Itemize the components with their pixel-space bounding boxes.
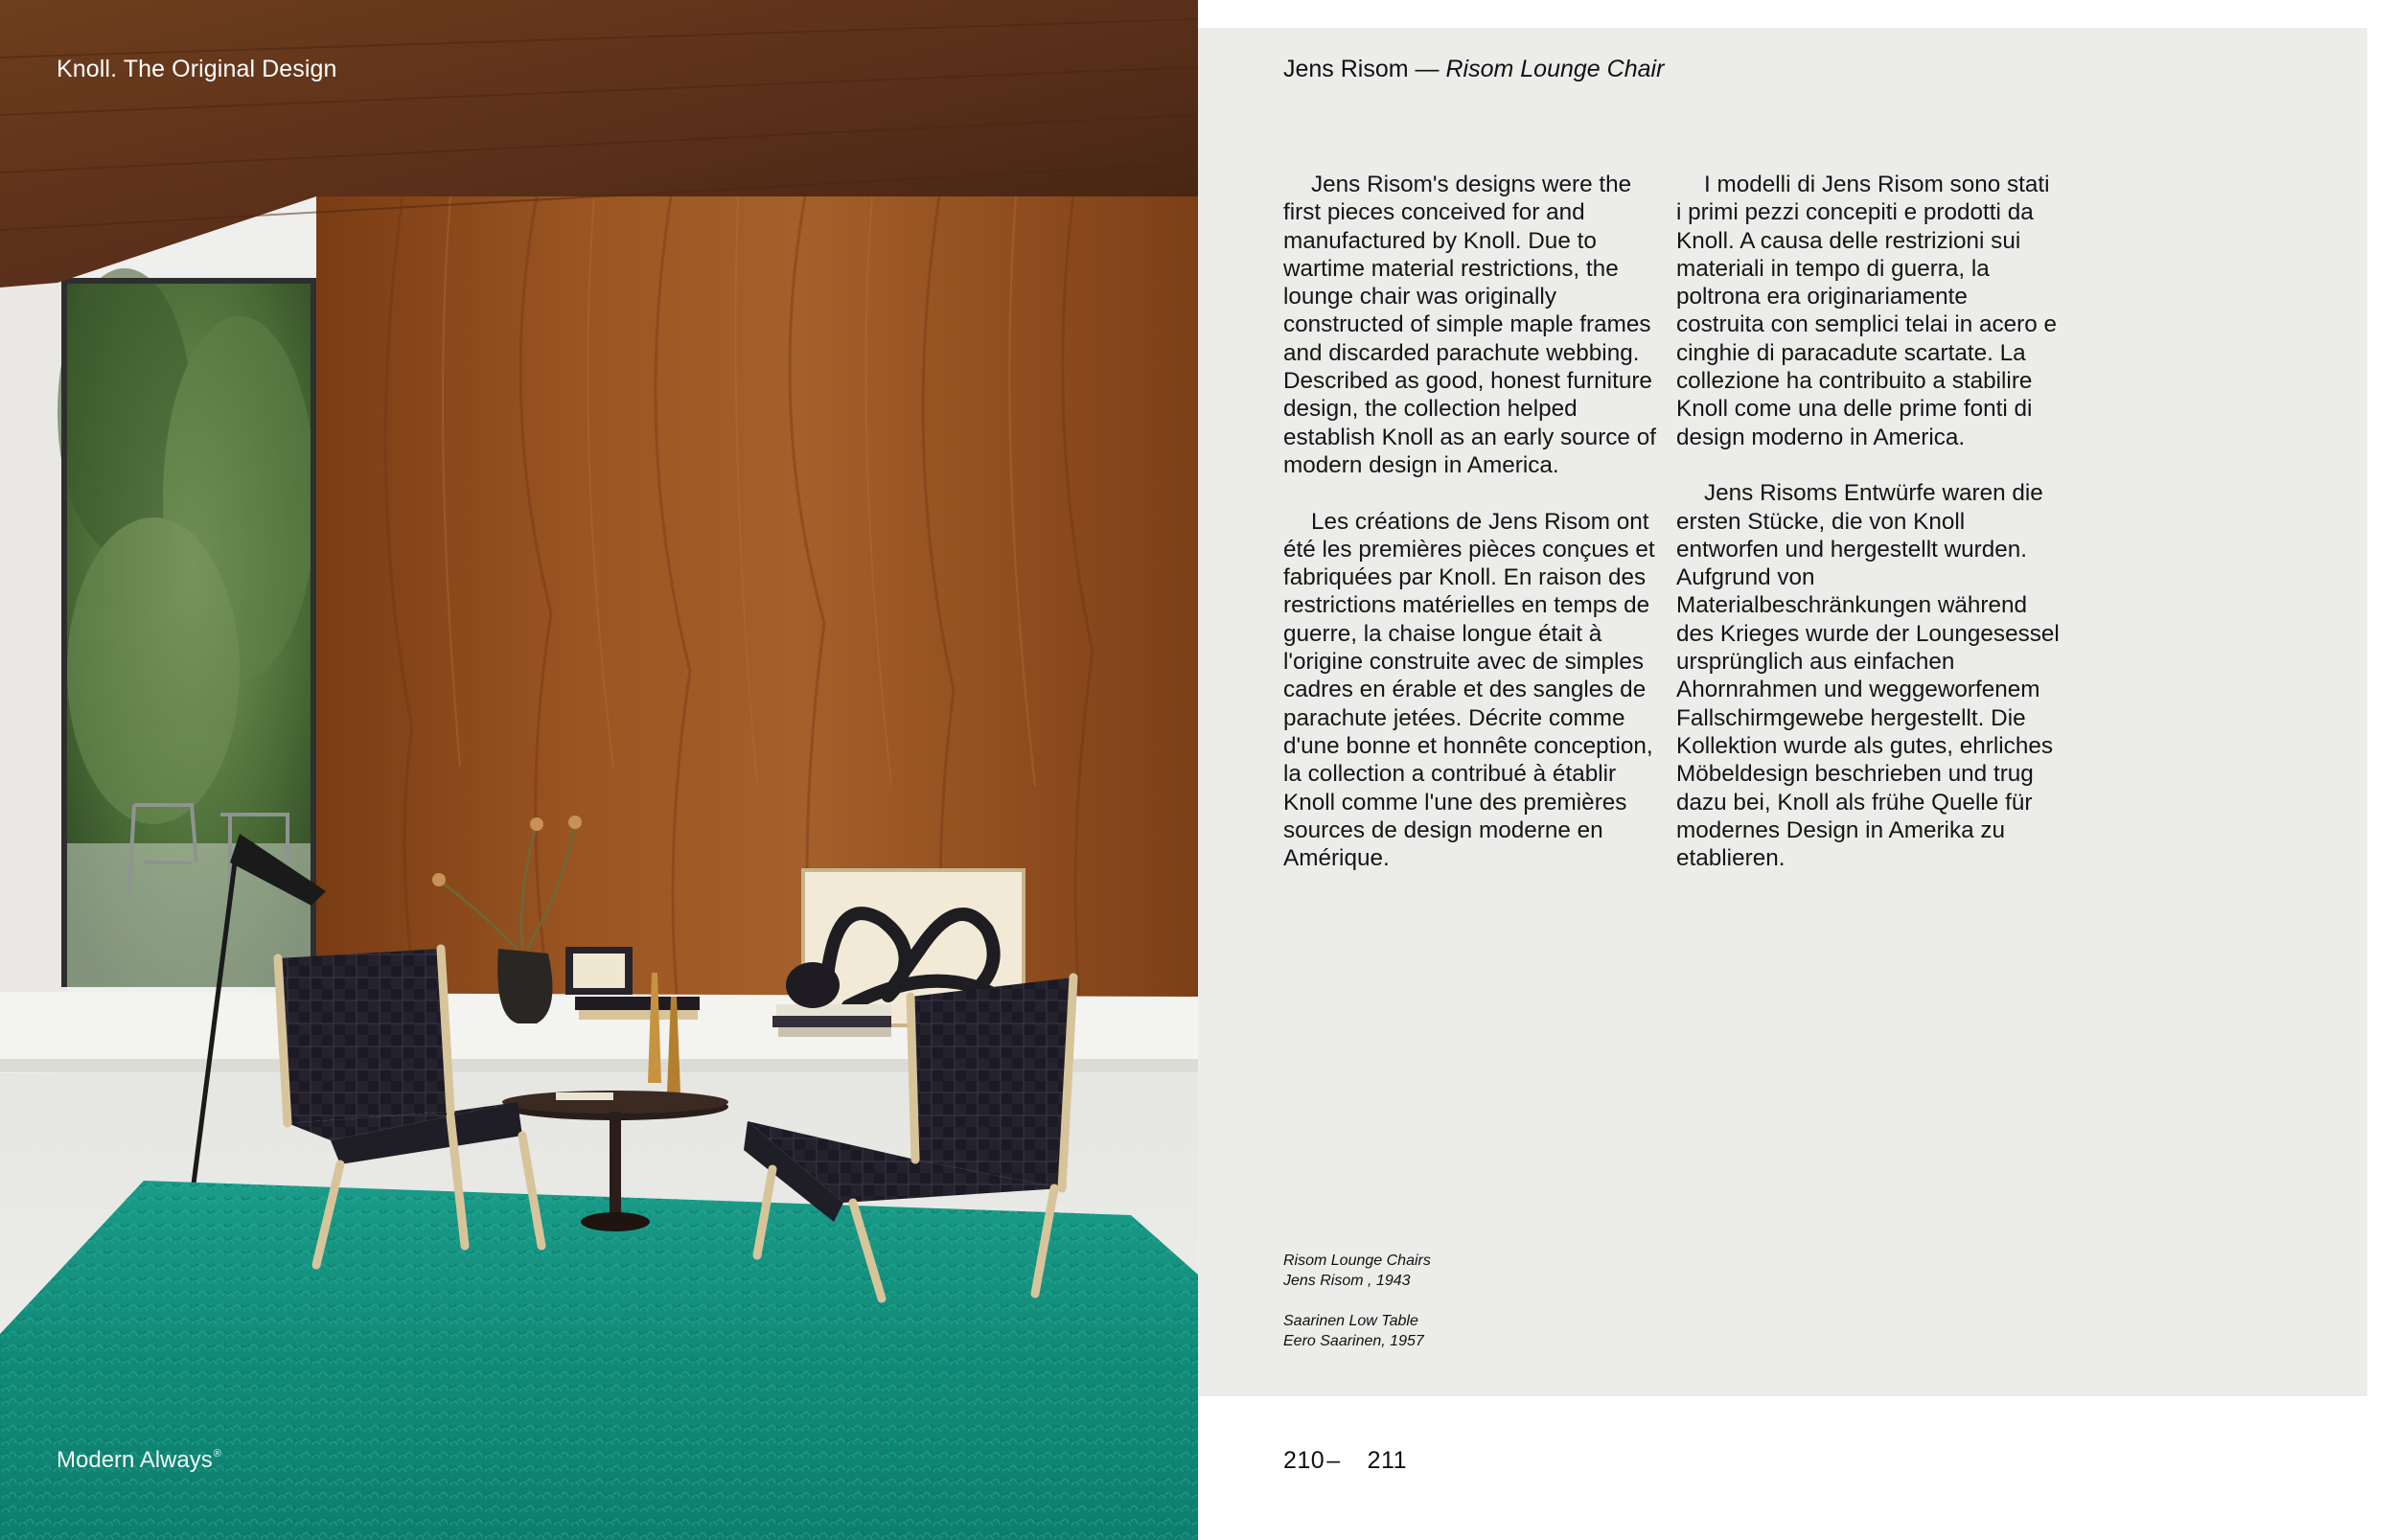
text-column-left bbox=[1283, 171, 1667, 872]
page-number-right: 211 bbox=[1367, 1447, 1407, 1474]
credit-byline: Eero Saarinen, 1957 bbox=[1283, 1333, 1424, 1349]
brand-mark bbox=[57, 1447, 221, 1474]
right-page-text bbox=[1198, 0, 2396, 1540]
article-heading bbox=[1283, 56, 1664, 83]
credit-title: Saarinen Low Table bbox=[1283, 1313, 1418, 1329]
product-name: Risom Lounge Chair bbox=[1445, 56, 1665, 82]
credit-title: Risom Lounge Chairs bbox=[1283, 1253, 1431, 1269]
paragraph-italian: I modelli di Jens Risom sono stati i primi pezzi concepiti e prodotti da Knoll. A causa delle restrizioni sui materiali in tempo di guerra, la poltrona era originariamente costruita con semplici telai in acero e cinghie di paracadute scartate. La collezione ha contribuito a stabilire Knoll come una delle prime fonti di design moderno in America. bbox=[1676, 172, 2058, 450]
page-numbers bbox=[1283, 1447, 1407, 1475]
credit-item bbox=[1283, 1251, 1431, 1291]
heading-separator: — bbox=[1408, 56, 1446, 82]
paragraph-french: Les créations de Jens Risom ont été les premières pièces conçues et fabriquées par Knoll. En raison des restrictions matérielles en temps de guerre, la chaise longue était à l'origine construite avec de simples cadres en érable et des sangles de parachute jetées. Décrite comme d'une bonne et honnête conception, la collection a contribué à établir Knoll comme l'une des premières sources de design moderne en Amérique. bbox=[1283, 508, 1655, 872]
page-number-left: 210 bbox=[1283, 1447, 1325, 1474]
paragraph-german: Jens Risoms Entwürfe waren die ersten Stücke, die von Knoll entworfen und hergestellt wurden. Aufgrund von Materialbeschränkungen während des Krieges wurde der Loungesessel ursprünglich aus einfachen Ahornrahmen und weggeworfenem Fallschirmgewebe hergestellt. Die Kollektion wurde als gutes, ehrliches Möbeldesign beschrieben und trug dazu bei, Knoll als frühe Quelle für modernes Design in Amerika zu etablieren. bbox=[1676, 480, 2060, 872]
credit-item bbox=[1283, 1311, 1431, 1351]
text-column-right bbox=[1676, 171, 2060, 872]
credit-byline: Jens Risom , 1943 bbox=[1283, 1273, 1411, 1289]
photo-credits bbox=[1283, 1251, 1431, 1351]
paragraph-english: Jens Risom's designs were the first pieces conceived for and manufactured by Knoll. Due to wartime material restrictions, the lounge chair was originally constructed of simple maple frames and discarded parachute webbing. Described as good, honest furniture design, the collection helped establish Knoll as an early source of modern design in America. bbox=[1283, 172, 1656, 478]
page-number-dash: – bbox=[1326, 1447, 1341, 1474]
running-head: Knoll. The Original Design bbox=[57, 56, 337, 82]
registered-mark: ® bbox=[213, 1448, 221, 1460]
brand-name: Modern Always bbox=[57, 1447, 213, 1473]
designer-name: Jens Risom bbox=[1283, 56, 1409, 82]
